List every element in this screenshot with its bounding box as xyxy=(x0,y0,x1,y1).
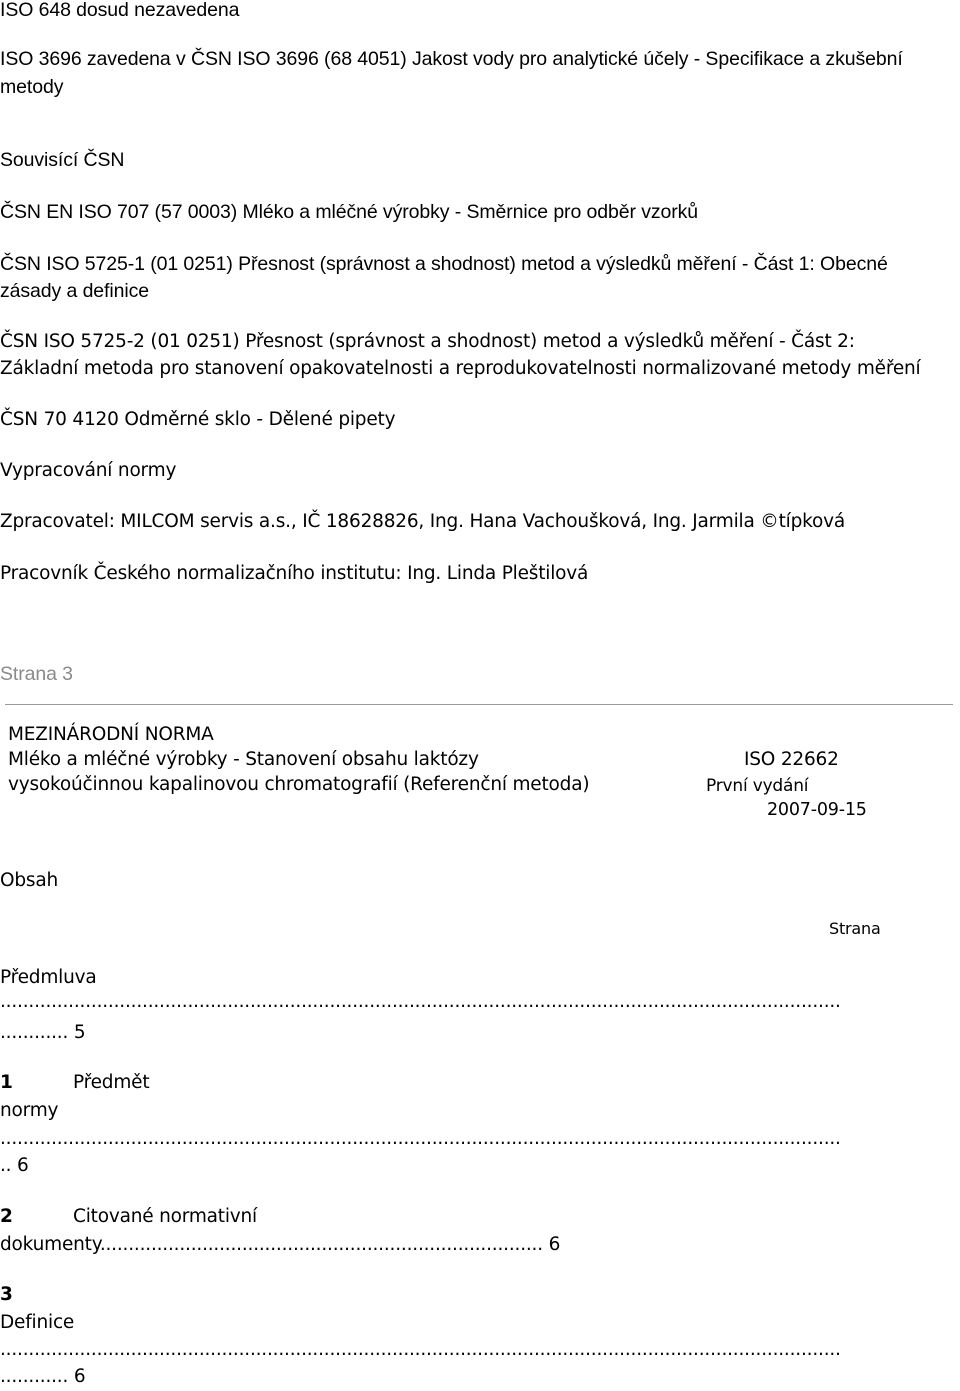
iso3696-note-line1: ISO 3696 zavedena v ČSN ISO 3696 (68 4051) Jakost vody pro analytické účely - Specifikace a zkušební xyxy=(0,48,903,70)
toc-item-1-label-line2[interactable]: normy xyxy=(0,1100,59,1121)
related-standard-2-line2: zásady a definice xyxy=(0,280,149,302)
toc-item-foreword-page: ............ 5 xyxy=(0,1022,86,1043)
iso648-note: ISO 648 dosud nezavedena xyxy=(0,0,240,21)
iso3696-note-line2: metody xyxy=(0,76,64,98)
toc-item-foreword-label[interactable]: Předmluva xyxy=(0,967,97,988)
toc-item-2-label-line2[interactable]: dokumenty.............................................................................. 6 xyxy=(0,1234,561,1255)
standard-title-line2: vysokoúčinnou kapalinovou chromatografií (Referenční metoda) xyxy=(8,774,590,795)
toc-item-1-label[interactable]: Předmět xyxy=(73,1072,150,1093)
toc-item-foreword-leader: .................................................................................................................................................... xyxy=(0,991,841,1012)
standard-edition: První vydání xyxy=(706,776,809,796)
related-standards-heading: Souvisící ČSN xyxy=(0,149,125,171)
related-standard-3-line2: Základní metoda pro stanovení opakovatelnosti a reprodukovatelnosti normalizované metody měření xyxy=(0,358,921,379)
toc-item-2-label[interactable]: Citované normativní xyxy=(73,1206,257,1227)
worker-line: Pracovník Českého normalizačního institutu: Ing. Linda Pleštilová xyxy=(0,563,589,584)
standard-title-line1: Mléko a mléčné výrobky - Stanovení obsahu laktózy xyxy=(8,749,479,770)
related-standard-4: ČSN 70 4120 Odměrné sklo - Dělené pipety xyxy=(0,409,396,430)
processor-line: Zpracovatel: MILCOM servis a.s., IČ 18628826, Ing. Hana Vachoušková, Ing. Jarmila ©típková xyxy=(0,511,845,532)
standard-type: MEZINÁRODNÍ NORMA xyxy=(8,724,214,745)
toc-item-1-page: .. 6 xyxy=(0,1155,29,1176)
standard-date: 2007-09-15 xyxy=(767,800,867,820)
page-label: Strana 3 xyxy=(0,663,73,685)
related-standard-3-line1: ČSN ISO 5725-2 (01 0251) Přesnost (správnost a shodnost) metod a výsledků měření - Část 2: xyxy=(0,331,855,352)
toc-item-1-number: 1 xyxy=(0,1072,13,1093)
header-divider xyxy=(5,704,953,705)
toc-item-3-page: ............ 6 xyxy=(0,1366,86,1387)
toc-page-column-label: Strana xyxy=(829,919,881,938)
toc-item-2-number: 2 xyxy=(0,1206,13,1227)
toc-item-3-leader: .................................................................................................................................................... xyxy=(0,1339,841,1360)
toc-item-1-leader: .................................................................................................................................................... xyxy=(0,1128,841,1149)
preparation-heading: Vypracování normy xyxy=(0,460,177,481)
toc-item-3-label-line2[interactable]: Definice xyxy=(0,1312,75,1333)
toc-heading: Obsah xyxy=(0,870,59,891)
standard-number: ISO 22662 xyxy=(744,749,839,770)
related-standard-2-line1: ČSN ISO 5725-1 (01 0251) Přesnost (správnost a shodnost) metod a výsledků měření - Část 1: Obecné xyxy=(0,253,888,275)
toc-item-3-number: 3 xyxy=(0,1284,13,1305)
related-standard-1: ČSN EN ISO 707 (57 0003) Mléko a mléčné výrobky - Směrnice pro odběr vzorků xyxy=(0,201,699,223)
